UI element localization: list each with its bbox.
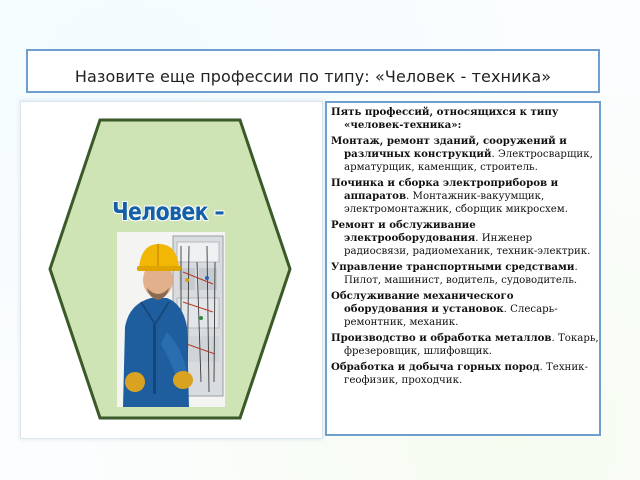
item-category: Монтаж, ремонт зданий, сооружений и различных конструкций — [331, 135, 567, 160]
list-item — [331, 361, 599, 387]
item-category: Производство и обработка металлов — [331, 332, 552, 344]
item-professions: . Электросварщик, арматурщик, каменщик, строитель. — [344, 149, 593, 173]
list-item — [331, 261, 599, 287]
slide-title: Назовите еще профессии по типу: «Человек - техника» — [74, 67, 552, 86]
title-frame — [26, 49, 600, 93]
item-professions: . Слесарь-ремонтник, механик. — [344, 304, 558, 328]
list-item — [331, 219, 599, 258]
list-heading: Пять профессий, относящихся к типу «человек-техника»: — [331, 106, 559, 131]
item-category: Починка и сборка электроприборов и аппаратов — [331, 177, 559, 202]
item-professions: . Токарь, фрезеровщик, шлифовщик. — [344, 333, 599, 357]
item-category: Управление транспортными средствами — [331, 261, 575, 273]
item-category: Ремонт и обслуживание электрооборудования — [331, 219, 476, 244]
item-professions: . Монтажник-вакуумщик, электромонтажник, сборщик микросхем. — [344, 191, 568, 215]
worker-photo — [117, 232, 225, 407]
item-category: Обработка и добыча горных пород — [331, 361, 540, 373]
professions-list — [331, 106, 599, 390]
list-item — [331, 332, 599, 358]
list-item — [331, 177, 599, 216]
hexagon-title: Человек – — [112, 197, 224, 226]
item-professions: . Инженер радиосвязи, радиомеханик, техник-электрик. — [344, 233, 591, 257]
item-professions: . Техник-геофизик, проходчик. — [344, 362, 588, 386]
list-item — [331, 290, 599, 329]
list-item — [331, 135, 599, 174]
item-category: Обслуживание механического оборудования и установок — [331, 290, 514, 315]
item-professions: . Пилот, машинист, водитель, судоводитель. — [344, 262, 578, 286]
